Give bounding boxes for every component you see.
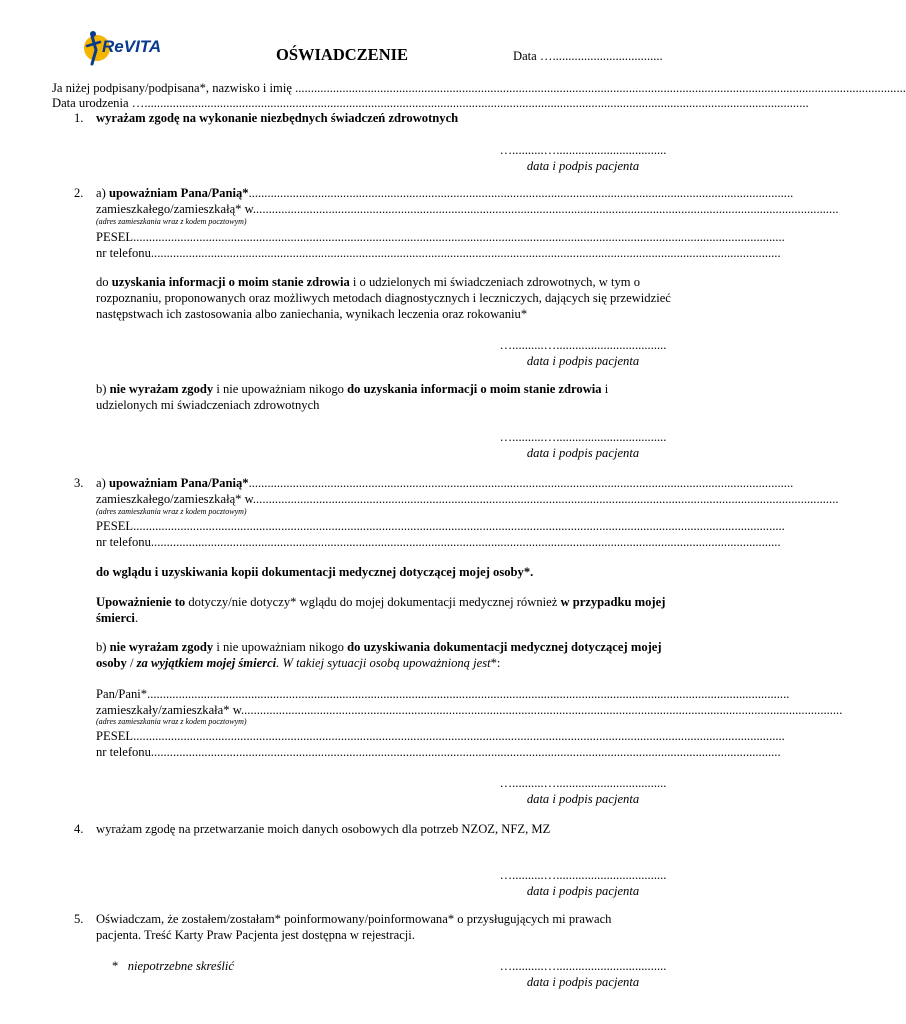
- s2-authorized-person-field[interactable]: a) upoważniam Pana/Panią*.............................................................................................................................................................................: [96, 186, 794, 200]
- section-4-number: 4.: [74, 822, 84, 836]
- s3-access-text: do wglądu i uzyskiwania kopii dokumentacji medycznej dotyczącej mojej osoby*.: [96, 565, 534, 579]
- document-title: OŚWIADCZENIE: [276, 45, 409, 64]
- s3-designated-pesel-field[interactable]: PESEL...............................................................................................................................................................................................................: [96, 729, 785, 743]
- signature-3[interactable]: …..........…................................... data i podpis pacjenta: [499, 776, 667, 806]
- s3-phone-field[interactable]: nr telefonu........................................................................................................................................................................................................: [96, 535, 781, 549]
- s3-designated-residence-field[interactable]: zamieszkały/zamieszkała* w...............................................................................................................................................................................................: [96, 703, 843, 717]
- s3-designated-person-field[interactable]: Pan/Pani*............................................................................................................................................................................................................: [96, 687, 790, 701]
- s3-authorized-person-field[interactable]: a) upoważniam Pana/Panią*.............................................................................................................................................................................: [96, 476, 794, 490]
- date-field[interactable]: Data …...................................: [513, 49, 663, 63]
- s3-address-note-2: (adres zamieszkania wraz z kodem pocztowym): [96, 717, 247, 726]
- section-4-text: wyrażam zgodę na przetwarzanie moich danych osobowych dla potrzeb NZOZ, NFZ, MZ: [96, 822, 551, 836]
- s2-pesel-field[interactable]: PESEL...............................................................................................................................................................................................................: [96, 230, 785, 244]
- s2-refusal-paragraph: b) nie wyrażam zgody i nie upoważniam nikogo do uzyskania informacji o moim stanie zdrowia i udzielonych mi świadczeniach zdrowotnych: [96, 382, 609, 412]
- birth-date-field[interactable]: Data urodzenia …...................................................................................................................................................................................................................: [52, 96, 809, 110]
- section-5-number: 5.: [74, 912, 84, 926]
- revita-logo: [82, 28, 162, 72]
- signature-1[interactable]: …..........…................................... data i podpis pacjenta: [499, 143, 667, 173]
- s2-residence-field[interactable]: zamieszkałego/zamieszkałą* w..........................................................................................................................................................................................: [96, 202, 839, 216]
- s3-pesel-field[interactable]: PESEL...............................................................................................................................................................................................................: [96, 519, 785, 533]
- s3-address-note: (adres zamieszkania wraz z kodem pocztowym): [96, 507, 247, 516]
- name-field[interactable]: Ja niżej podpisany/podpisana*, nazwisko i imię ..................................................................................................................................................................................................: [52, 81, 906, 95]
- s3-designated-phone-field[interactable]: nr telefonu........................................................................................................................................................................................................: [96, 745, 781, 759]
- s3-refusal-paragraph: b) nie wyrażam zgody i nie upoważniam nikogo do uzyskiwania dokumentacji medycznej dotyczącej mojej osoby / za wyjątkiem mojej śmierci. W takiej sytuacji osobą upoważnioną jest*:: [96, 640, 662, 670]
- signature-2a[interactable]: …..........…................................... data i podpis pacjenta: [499, 338, 667, 368]
- section-1-text: wyrażam zgodę na wykonanie niezbędnych świadczeń zdrowotnych: [96, 111, 459, 125]
- logo-text: ReVITA: [102, 37, 162, 56]
- s2-scope-paragraph: do uzyskania informacji o moim stanie zdrowia i o udzielonych mi świadczeniach zdrowotnych, w tym o rozpoznaniu, proponowanych oraz możliwych metodach diagnostycznych i leczniczych, dających się przewidzieć następstwach ich zastosowania albo zaniechania, wynikach leczenia oraz rokowaniu*: [96, 275, 671, 321]
- section-1-number: 1.: [74, 111, 84, 125]
- section-2-number: 2.: [74, 186, 84, 200]
- section-5-text: Oświadczam, że zostałem/zostałam* poinformowany/poinformowana* o przysługujących mi prawach pacjenta. Treść Karty Praw Pacjenta jest dostępna w rejestracji.: [96, 912, 612, 942]
- footnote: * niepotrzebne skreślić: [112, 959, 234, 973]
- signature-4[interactable]: …..........…................................... data i podpis pacjenta: [499, 868, 667, 898]
- s3-authorization-paragraph: Upoważnienie to dotyczy/nie dotyczy* wglądu do mojej dokumentacji medycznej również w przypadku mojej śmierci.: [96, 595, 666, 625]
- signature-2b[interactable]: …..........…................................... data i podpis pacjenta: [499, 430, 667, 460]
- s3-residence-field[interactable]: zamieszkałego/zamieszkałą* w..........................................................................................................................................................................................: [96, 492, 839, 506]
- signature-5[interactable]: …..........…................................... data i podpis pacjenta: [499, 959, 667, 989]
- s2-phone-field[interactable]: nr telefonu........................................................................................................................................................................................................: [96, 246, 781, 260]
- section-3-number: 3.: [74, 476, 84, 490]
- s2-address-note: (adres zamieszkania wraz z kodem pocztowym): [96, 217, 247, 226]
